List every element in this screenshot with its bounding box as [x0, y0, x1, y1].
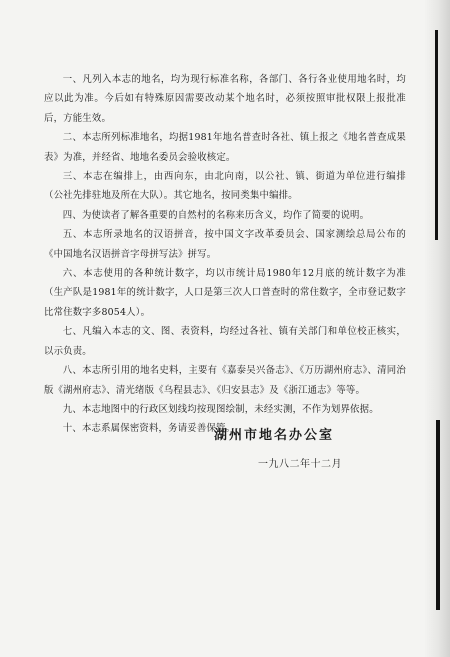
note-paragraph: 九、本志地图中的行政区划线均按现图绘制，未经实测，不作为划界依据。	[62, 403, 379, 415]
note-paragraph: 六、本志使用的各种统计数字，均以市统计局1980年12月底的统计数字为准（生产队是1981年的统计数字，人口是第三次人口普查时的常住数字，全市登记数字比常住数字多8054人）。	[44, 268, 406, 318]
note-paragraph: 四、为使读者了解各重要的自然村的名称来历含义，均作了简要的说明。	[62, 209, 370, 221]
note-paragraph: 七、凡编入本志的文、图、表资料，均经过各社、镇有关部门和单位校正核实，以示负责。	[44, 326, 406, 357]
note-paragraph: 八、本志所引用的地名史料，主要有《嘉泰吴兴备志》、《万历湖州府志》、清同治版《湖州府志》、清光绪版《乌程县志》、《归安县志》及《浙江通志》等等。	[44, 365, 406, 396]
note-paragraph: 十、本志系属保密资料，务请妥善保管。	[62, 423, 236, 435]
note-paragraph: 五、本志所录地名的汉语拼音，按中国文字改革委员会、国家测绘总局公布的《中国地名汉语拼音字母拼写法》拼写。	[44, 229, 406, 260]
note-paragraph: 一、凡列入本志的地名，均为现行标准名称，各部门、各行各业使用地名时，均应以此为准。今后如有特殊原因需要改动某个地名时，必须按照审批权限上报批准后，方能生效。	[44, 74, 406, 124]
issue-date: 一九八二年十二月	[258, 459, 342, 470]
note-paragraph: 二、本志所列标准地名，均据1981年地名普查时各社、镇上报之《地名普查成果表》为准，并经省、地地名委员会验收核定。	[44, 132, 406, 163]
scan-edge	[424, 0, 450, 657]
issuing-office: 湖州市地名办公室	[214, 428, 335, 443]
explanatory-notes	[44, 70, 406, 439]
note-paragraph: 三、本志在编排上，由西向东，由北向南，以公社、镇、街道为单位进行编排（公社先排驻地及所在大队）。其它地名，按同类集中编排。	[44, 171, 406, 202]
